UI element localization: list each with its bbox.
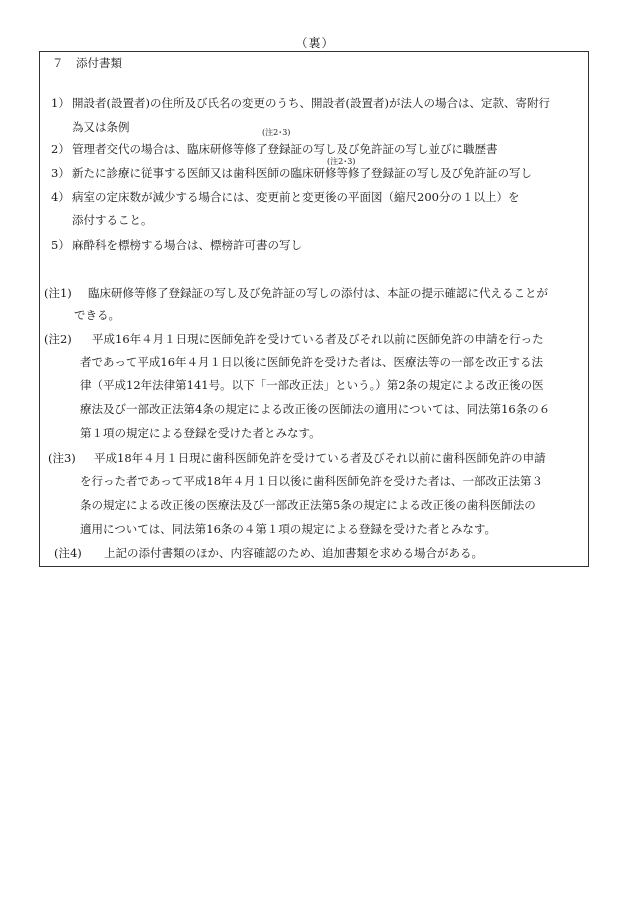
section-title: 添付書類 [76,56,122,70]
note-text: 条の規定による改正後の医療法及び一部改正法第5条の規定による改正後の歯科医師法の [80,498,536,512]
item-text-cont: 為又は条例 [72,120,130,134]
item-number: 4） [51,190,70,204]
item-annotation: (注2･3) [262,128,291,137]
note-text: 者であって平成16年４月１日以後に医師免許を受けた者は、医療法等の一部を改正する法 [80,355,544,369]
note-text: 平成18年４月１日現に歯科医師免許を受けている者及びそれ以前に歯科医師免許の申請 [94,451,546,465]
item-text: 病室の定床数が減少する場合には、変更前と変更後の平面図（縮尺200分の１以上）を [72,190,520,204]
note-label: (注4) [54,546,82,560]
section-number: ７ [52,56,64,70]
note-text: 適用については、同法第16条の４第１項の規定による登録を受けた者とみなす。 [80,522,496,536]
item-text-cont: 添付すること。 [72,213,153,227]
item-number: 2） [51,142,70,156]
note-text: 上記の添付書類のほか、内容確認のため、追加書類を求める場合がある。 [104,546,484,560]
note-text: 平成16年４月１日現に医師免許を受けている者及びそれ以前に医師免許の申請を行った [92,332,544,346]
note-label: (注1) [44,286,72,300]
item-text: 管理者交代の場合は、臨床研修等修了登録証の写し及び免許証の写し並びに職歴書 [72,142,498,156]
item-text: 新たに診療に従事する医師又は歯科医師の臨床研修等修了登録証の写し及び免許証の写し [72,166,532,180]
note-text: 臨床研修等修了登録証の写し及び免許証の写しの添付は、本証の提示確認に代えることが [88,286,548,300]
page-side-label: （裏） [295,36,335,50]
item-number: 5） [51,238,70,252]
note-text: を行った者であって平成18年４月１日以後に歯科医師免許を受けた者は、一部改正法第３ [80,474,544,488]
note-text: 療法及び一部改正法第4条の規定による改正後の医師法の適用については、同法第16条の６ [80,402,551,416]
item-number: 1） [51,96,70,110]
item-number: 3） [51,166,70,180]
note-label: (注3) [48,451,76,465]
note-text: できる。 [74,308,120,322]
note-label: (注2) [44,332,72,346]
item-text: 開設者(設置者)の住所及び氏名の変更のうち、開設者(設置者)が法人の場合は、定款、寄附行 [72,96,550,110]
note-text: 第１項の規定による登録を受けた者とみなす。 [80,426,321,440]
item-text: 麻酔科を標榜する場合は、標榜許可書の写し [72,238,302,252]
note-text: 律（平成12年法律第141号。以下「一部改正法」という。）第2条の規定による改正後の医 [80,378,544,392]
item-annotation: (注2･3) [327,157,356,166]
